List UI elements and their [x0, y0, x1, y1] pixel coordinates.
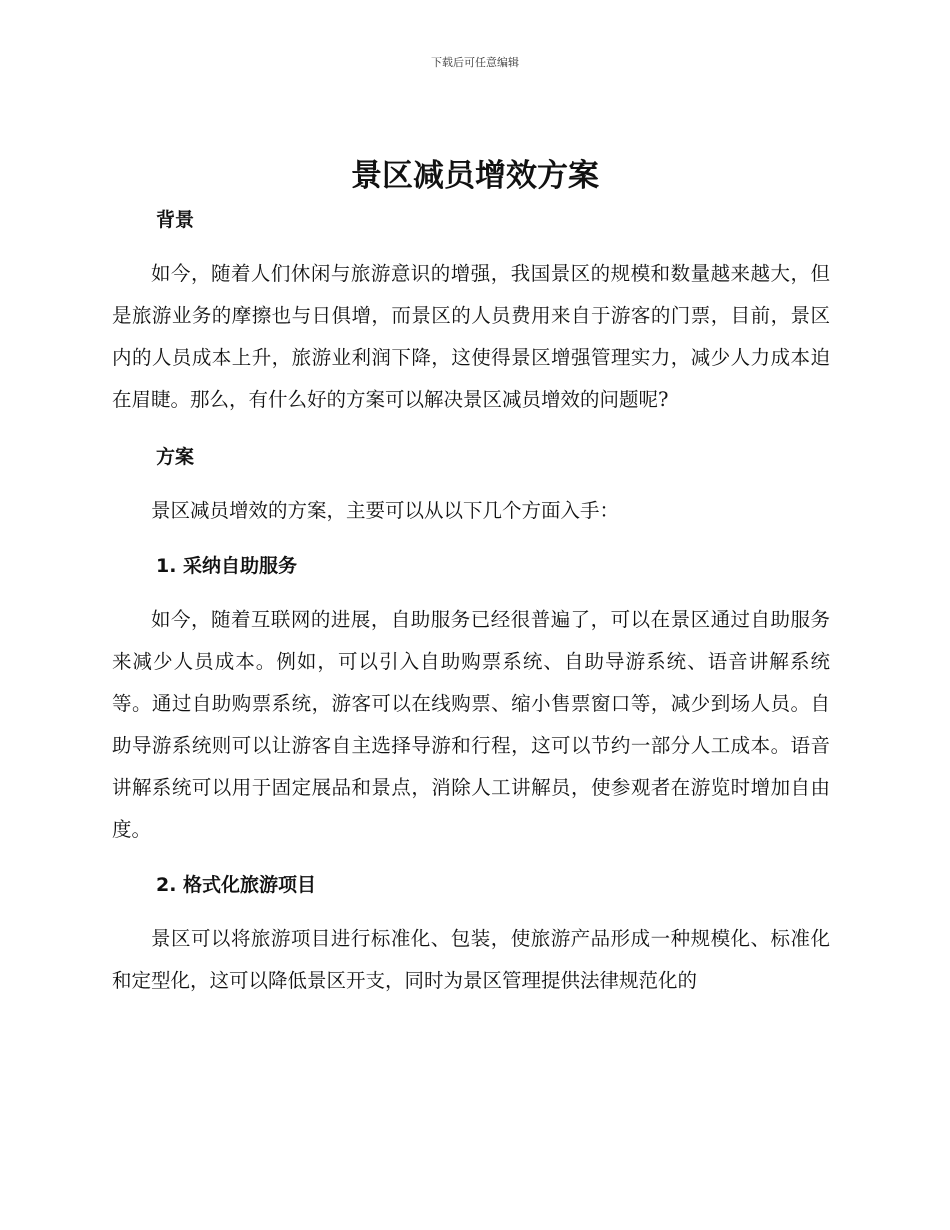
paragraph-background: 如今，随着人们休闲与旅游意识的增强，我国景区的规模和数量越来越大，但是旅游业务的摩擦也与日俱增，而景区的人员费用来自于游客的门票，目前，景区内的人员成本上升，旅游业利润下降，这使得景区增强管理实力，减少人力成本迫在眉睫。那么，有什么好的方案可以解决景区减员增效的问题呢? [112, 262, 830, 411]
document-title: 景区减员增效方案 [351, 158, 599, 194]
document-body [112, 204, 830, 1002]
section-heading-standardize: 2. 格式化旅游项目 [156, 874, 317, 896]
section-heading-plan: 方案 [156, 446, 195, 468]
section-heading-self-service: 1. 采纳自助服务 [156, 555, 298, 577]
paragraph-plan-intro: 景区减员增效的方案，主要可以从以下几个方面入手： [151, 499, 620, 522]
section-heading-background: 背景 [156, 209, 195, 231]
paragraph-standardize: 景区可以将旅游项目进行标准化、包装，使旅游产品形成一种规模化、标准化和定型化，这可以降低景区开支，同时为景区管理提供法律规范化的 [112, 927, 830, 992]
paragraph-self-service: 如今，随着互联网的进展，自助服务已经很普遍了，可以在景区通过自助服务来减少人员成本。例如，可以引入自助购票系统、自助导游系统、语音讲解系统等。通过自助购票系统，游客可以在线购票、缩小售票窗口等，减少到场人员。自助导游系统则可以让游客自主选择导游和行程，这可以节约一部分人工成本。语音讲解系统可以用于固定展品和景点，消除人工讲解员，使参观者在游览时增加自由度。 [112, 608, 830, 841]
page-header-note: 下载后可任意编辑 [431, 56, 519, 69]
